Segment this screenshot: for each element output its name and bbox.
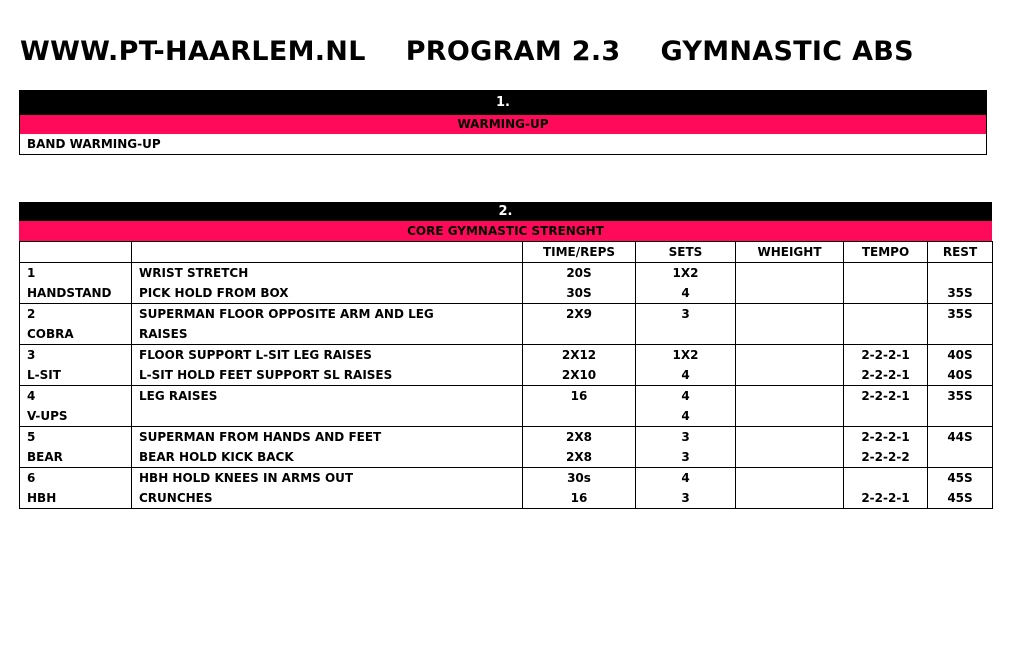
exercise-table [19, 241, 993, 509]
table-row [20, 365, 993, 386]
rest-cell [928, 263, 993, 284]
tempo-cell [844, 304, 928, 325]
rest-cell [928, 447, 993, 468]
weight-cell [736, 304, 844, 325]
row-label-cell: L-SIT [20, 365, 132, 386]
weight-cell [736, 283, 844, 304]
sets-cell: 3 [636, 427, 736, 448]
column-header: REST [928, 242, 993, 263]
exercise-name-cell: SUPERMAN FROM HANDS AND FEET [132, 427, 523, 448]
row-label-cell: V-UPS [20, 406, 132, 427]
exercise-name-cell: L-SIT HOLD FEET SUPPORT SL RAISES [132, 365, 523, 386]
rest-cell: 40S [928, 345, 993, 366]
sets-cell [636, 324, 736, 345]
exercise-name-cell: RAISES [132, 324, 523, 345]
column-header: SETS [636, 242, 736, 263]
table-row [20, 304, 993, 325]
exercise-name-cell: CRUNCHES [132, 488, 523, 509]
weight-cell [736, 447, 844, 468]
time-reps-cell: 30s [523, 468, 636, 489]
sets-cell: 3 [636, 447, 736, 468]
column-header [132, 242, 523, 263]
exercise-table-body [20, 263, 993, 509]
weight-cell [736, 386, 844, 407]
row-label-cell: 5 [20, 427, 132, 448]
row-label-cell: 2 [20, 304, 132, 325]
tempo-cell: 2-2-2-1 [844, 365, 928, 386]
rest-cell: 45S [928, 468, 993, 489]
tempo-cell: 2-2-2-1 [844, 345, 928, 366]
sets-cell: 3 [636, 304, 736, 325]
weight-cell [736, 345, 844, 366]
time-reps-cell: 16 [523, 488, 636, 509]
table-row [20, 324, 993, 345]
weight-cell [736, 427, 844, 448]
row-label-cell: BEAR [20, 447, 132, 468]
rest-cell [928, 406, 993, 427]
sets-cell: 4 [636, 386, 736, 407]
rest-cell: 35S [928, 386, 993, 407]
table-row [20, 468, 993, 489]
table-row [20, 447, 993, 468]
table-row [20, 427, 993, 448]
section-core-strength [19, 202, 992, 509]
table-row [20, 406, 993, 427]
exercise-name-cell: WRIST STRETCH [132, 263, 523, 284]
time-reps-cell: 30S [523, 283, 636, 304]
column-header: TIME/REPS [523, 242, 636, 263]
tempo-cell [844, 263, 928, 284]
tempo-cell: 2-2-2-2 [844, 447, 928, 468]
sets-cell: 1X2 [636, 345, 736, 366]
section-number: 2. [19, 202, 992, 221]
weight-cell [736, 263, 844, 284]
rest-cell [928, 324, 993, 345]
time-reps-cell: 2X10 [523, 365, 636, 386]
exercise-name-cell: BEAR HOLD KICK BACK [132, 447, 523, 468]
rest-cell: 44S [928, 427, 993, 448]
table-header-row [20, 242, 993, 263]
weight-cell [736, 468, 844, 489]
table-row [20, 345, 993, 366]
sets-cell: 4 [636, 468, 736, 489]
rest-cell: 35S [928, 304, 993, 325]
rest-cell: 40S [928, 365, 993, 386]
table-row [20, 263, 993, 284]
column-header: WHEIGHT [736, 242, 844, 263]
tempo-cell [844, 468, 928, 489]
warmup-item: BAND WARMING-UP [27, 137, 161, 151]
row-label-cell: COBRA [20, 324, 132, 345]
time-reps-cell: 2X9 [523, 304, 636, 325]
exercise-name-cell: HBH HOLD KNEES IN ARMS OUT [132, 468, 523, 489]
column-header [20, 242, 132, 263]
page-title [20, 36, 914, 67]
section-title: CORE GYMNASTIC STRENGHT [19, 221, 992, 241]
sets-cell: 4 [636, 365, 736, 386]
tempo-cell: 2-2-2-1 [844, 488, 928, 509]
tempo-cell: 2-2-2-1 [844, 427, 928, 448]
exercise-name-cell: PICK HOLD FROM BOX [132, 283, 523, 304]
table-row [20, 283, 993, 304]
time-reps-cell [523, 324, 636, 345]
row-label-cell: 4 [20, 386, 132, 407]
section-number: 1. [20, 91, 986, 115]
section-title: WARMING-UP [20, 115, 986, 134]
section-warming-up [19, 90, 987, 155]
rest-cell: 35S [928, 283, 993, 304]
sets-cell: 1X2 [636, 263, 736, 284]
sets-cell: 4 [636, 283, 736, 304]
time-reps-cell [523, 406, 636, 427]
site-url: WWW.PT-HAARLEM.NL [20, 36, 366, 67]
exercise-name-cell: LEG RAISES [132, 386, 523, 407]
tempo-cell [844, 283, 928, 304]
time-reps-cell: 2X12 [523, 345, 636, 366]
weight-cell [736, 406, 844, 427]
table-row [20, 386, 993, 407]
sets-cell: 4 [636, 406, 736, 427]
program-number: PROGRAM 2.3 [405, 36, 621, 67]
table-row [20, 488, 993, 509]
time-reps-cell: 2X8 [523, 447, 636, 468]
row-label-cell: 6 [20, 468, 132, 489]
tempo-cell: 2-2-2-1 [844, 386, 928, 407]
exercise-name-cell: SUPERMAN FLOOR OPPOSITE ARM AND LEG [132, 304, 523, 325]
row-label-cell: HANDSTAND [20, 283, 132, 304]
tempo-cell [844, 406, 928, 427]
weight-cell [736, 324, 844, 345]
row-label-cell: HBH [20, 488, 132, 509]
time-reps-cell: 20S [523, 263, 636, 284]
column-header: TEMPO [844, 242, 928, 263]
rest-cell: 45S [928, 488, 993, 509]
sets-cell: 3 [636, 488, 736, 509]
exercise-name-cell: FLOOR SUPPORT L-SIT LEG RAISES [132, 345, 523, 366]
weight-cell [736, 365, 844, 386]
row-label-cell: 3 [20, 345, 132, 366]
row-label-cell: 1 [20, 263, 132, 284]
exercise-name-cell [132, 406, 523, 427]
program-name: GYMNASTIC ABS [660, 36, 914, 67]
time-reps-cell: 2X8 [523, 427, 636, 448]
time-reps-cell: 16 [523, 386, 636, 407]
weight-cell [736, 488, 844, 509]
tempo-cell [844, 324, 928, 345]
